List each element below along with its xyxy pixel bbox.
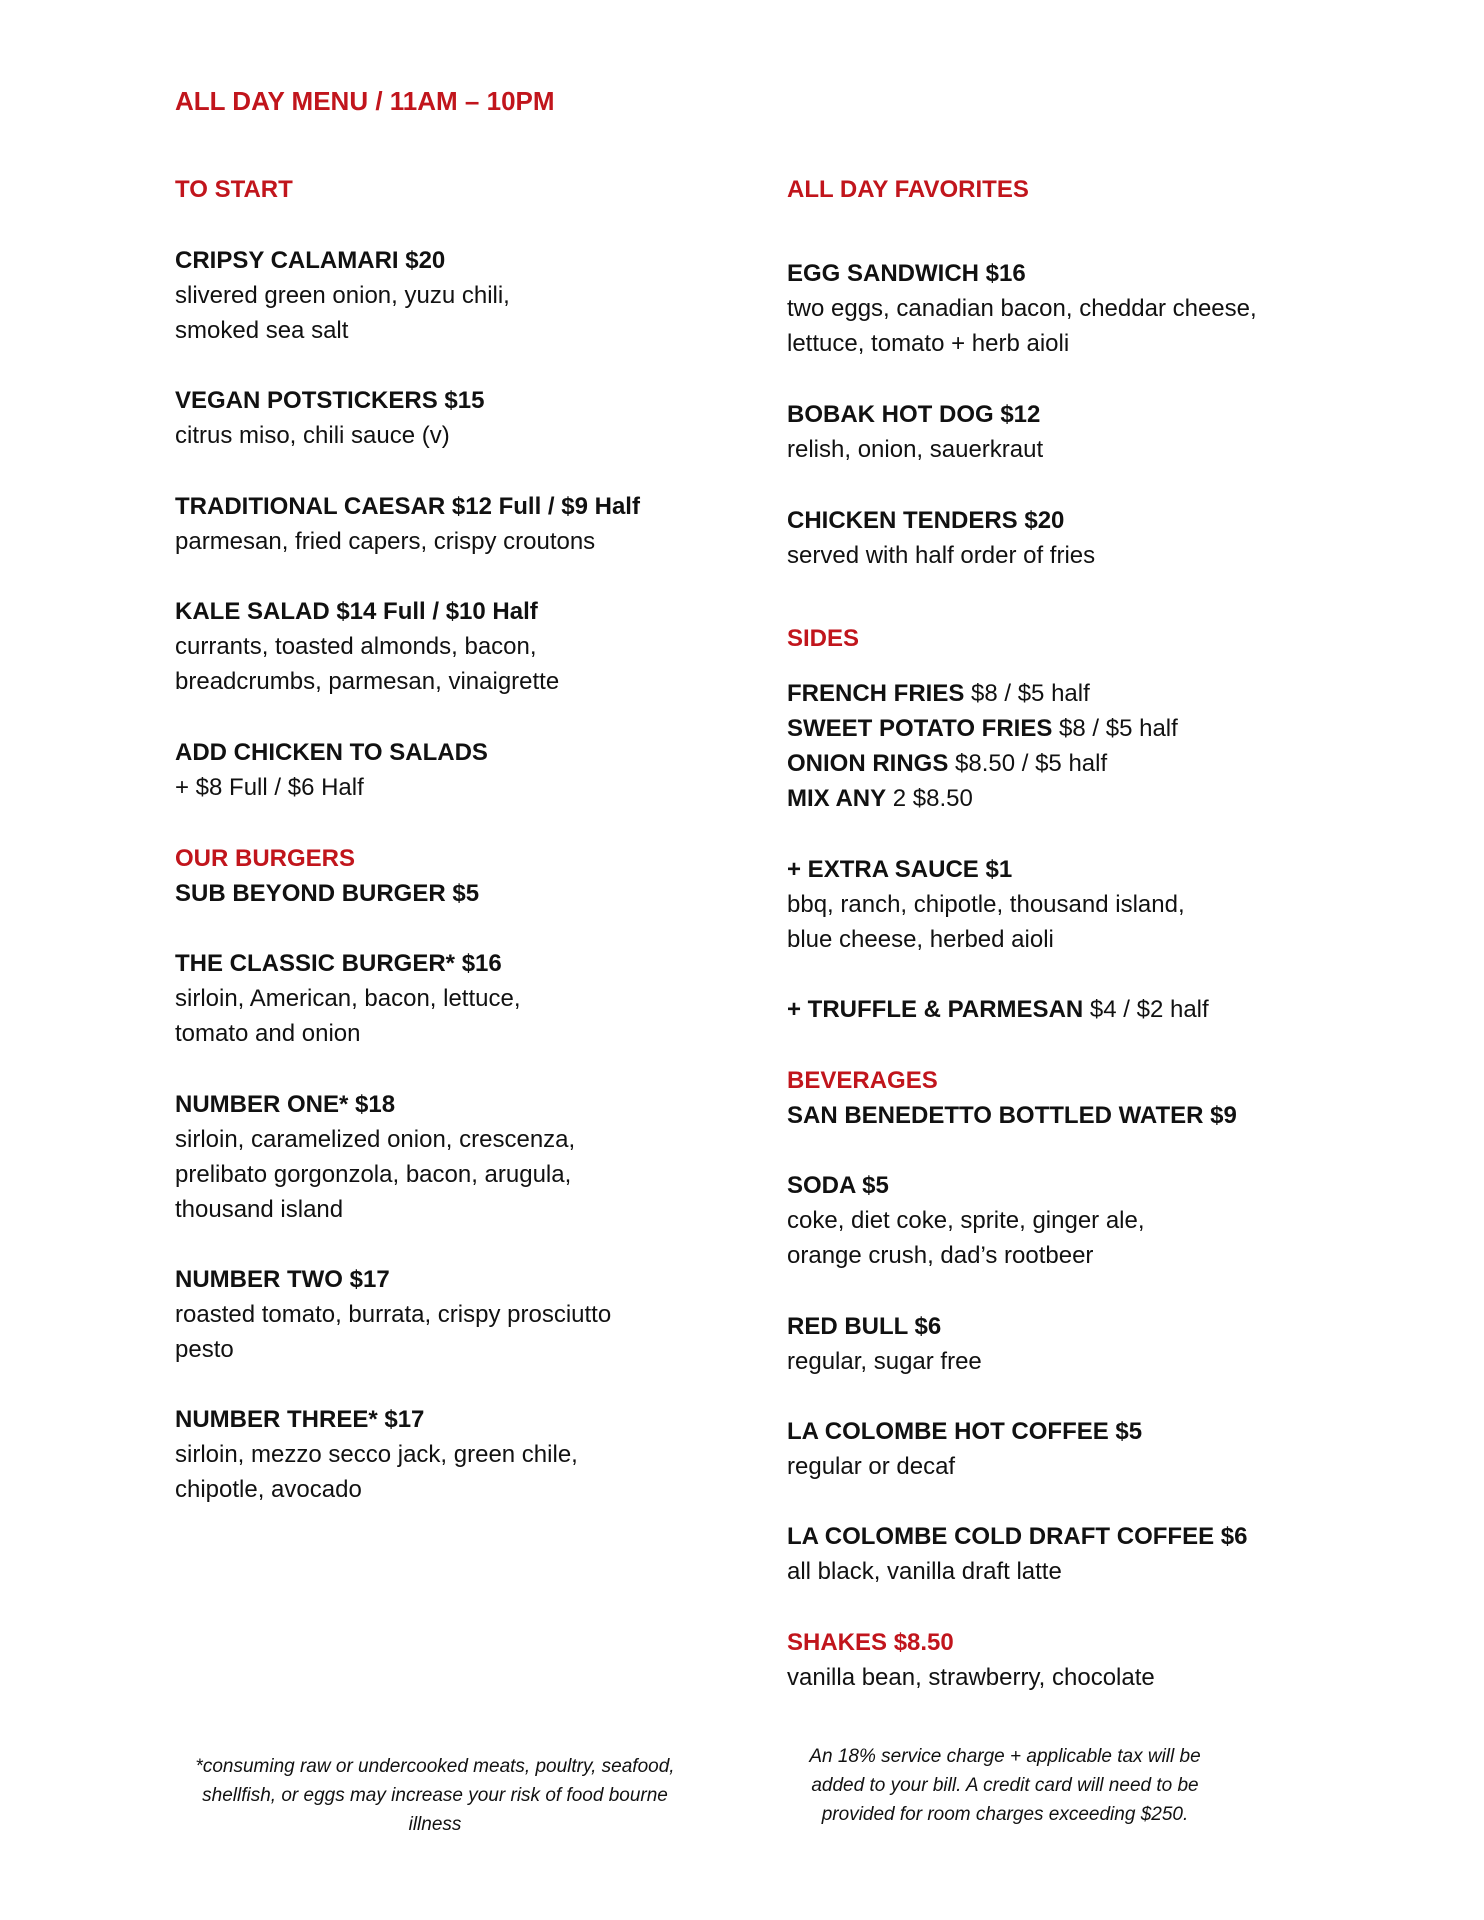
item-desc: sirloin, caramelized onion, crescenza, <box>175 1126 576 1153</box>
footnote-line: illness <box>408 1814 462 1835</box>
side-item-sweet-potato-fries <box>787 711 1178 746</box>
menu-item-number-two <box>175 1262 611 1367</box>
footnote-line: *consuming raw or undercooked meats, poultry, seafood, <box>195 1756 675 1777</box>
item-title: SAN BENEDETTO BOTTLED WATER $9 <box>787 1102 1237 1129</box>
item-desc: breadcrumbs, parmesan, vinaigrette <box>175 668 560 695</box>
menu-item-add-chicken <box>175 735 488 805</box>
menu-item-hot-dog <box>787 397 1043 467</box>
item-title: BOBAK HOT DOG $12 <box>787 401 1041 428</box>
item-title: NUMBER THREE* $17 <box>175 1406 425 1433</box>
item-title: EGG SANDWICH $16 <box>787 260 1026 287</box>
page-title: ALL DAY MENU / 11AM – 10PM <box>175 86 555 116</box>
item-desc: sirloin, American, bacon, lettuce, <box>175 985 521 1012</box>
side-item-truffle <box>787 992 1209 1027</box>
service-charge-note <box>770 1742 1240 1829</box>
side-item-onion-rings <box>787 746 1178 781</box>
menu-item-cold-coffee <box>787 1519 1247 1589</box>
menu-item-egg-sandwich <box>787 256 1257 361</box>
item-title: NUMBER TWO $17 <box>175 1266 390 1293</box>
side-item-mix-any <box>787 781 1178 816</box>
to-start-heading: TO START <box>175 176 293 203</box>
item-desc: citrus miso, chili sauce (v) <box>175 422 450 449</box>
item-title: ADD CHICKEN TO SALADS <box>175 739 488 766</box>
shakes-heading: SHAKES $8.50 <box>787 1629 954 1656</box>
shakes-section <box>787 1625 1155 1695</box>
item-desc: vanilla bean, strawberry, chocolate <box>787 1664 1155 1691</box>
sides-heading: SIDES <box>787 625 860 652</box>
item-desc: relish, onion, sauerkraut <box>787 436 1044 463</box>
side-item-french-fries <box>787 676 1178 711</box>
item-desc: roasted tomato, burrata, crispy prosciutto <box>175 1301 612 1328</box>
item-title: TRADITIONAL CAESAR $12 Full / $9 Half <box>175 493 640 520</box>
item-title: CRIPSY CALAMARI $20 <box>175 247 446 274</box>
menu-item-red-bull <box>787 1309 982 1379</box>
menu-item-calamari <box>175 243 510 348</box>
menu-item-extra-sauce <box>787 852 1185 957</box>
side-price: $8 / $5 half <box>1052 715 1178 742</box>
side-price: $8.50 / $5 half <box>948 750 1108 777</box>
side-name: FRENCH FRIES <box>787 680 965 707</box>
item-desc: thousand island <box>175 1196 344 1223</box>
beverages-section <box>787 1063 1237 1133</box>
footnote-line: provided for room charges exceeding $250. <box>821 1804 1189 1825</box>
item-title: RED BULL $6 <box>787 1313 942 1340</box>
menu-item-soda <box>787 1168 1145 1273</box>
item-desc: lettuce, tomato + herb aioli <box>787 330 1070 357</box>
item-title: SODA $5 <box>787 1172 889 1199</box>
sides-list <box>787 676 1178 816</box>
item-desc: parmesan, fried capers, crispy croutons <box>175 528 596 555</box>
item-desc: bbq, ranch, chipotle, thousand island, <box>787 891 1185 918</box>
menu-item-hot-coffee <box>787 1414 1142 1484</box>
item-title: VEGAN POTSTICKERS $15 <box>175 387 485 414</box>
item-desc: orange crush, dad’s rootbeer <box>787 1242 1094 1269</box>
item-title: SUB BEYOND BURGER $5 <box>175 880 480 907</box>
item-title: LA COLOMBE HOT COFFEE $5 <box>787 1418 1143 1445</box>
item-title: + EXTRA SAUCE $1 <box>787 856 1013 883</box>
item-desc: prelibato gorgonzola, bacon, arugula, <box>175 1161 572 1188</box>
menu-item-number-one <box>175 1087 575 1227</box>
side-name: MIX ANY <box>787 785 887 812</box>
menu-item-kale <box>175 594 559 699</box>
item-desc: blue cheese, herbed aioli <box>787 926 1054 953</box>
item-desc: two eggs, canadian bacon, cheddar cheese, <box>787 295 1257 322</box>
item-desc: served with half order of fries <box>787 542 1096 569</box>
beverages-heading: BEVERAGES <box>787 1067 938 1094</box>
burgers-section <box>175 841 479 911</box>
footnote-line: shellfish, or eggs may increase your risk of food bourne <box>202 1785 668 1806</box>
side-price: $8 / $5 half <box>964 680 1090 707</box>
item-desc: currants, toasted almonds, bacon, <box>175 633 537 660</box>
menu-item-chicken-tenders <box>787 503 1095 573</box>
item-desc: tomato and onion <box>175 1020 361 1047</box>
item-desc: regular, sugar free <box>787 1348 982 1375</box>
item-title: CHICKEN TENDERS $20 <box>787 507 1065 534</box>
item-desc: chipotle, avocado <box>175 1476 362 1503</box>
side-name: ONION RINGS <box>787 750 949 777</box>
side-price: $4 / $2 half <box>1083 996 1209 1023</box>
footnote-line: added to your bill. A credit card will need to be <box>811 1775 1199 1796</box>
item-title: NUMBER ONE* $18 <box>175 1091 396 1118</box>
item-desc: pesto <box>175 1336 234 1363</box>
menu-item-caesar <box>175 489 640 559</box>
item-desc: regular or decaf <box>787 1453 956 1480</box>
item-desc: slivered green onion, yuzu chili, <box>175 282 510 309</box>
item-title: KALE SALAD $14 Full / $10 Half <box>175 598 538 625</box>
menu-item-number-three <box>175 1402 578 1507</box>
side-price: 2 $8.50 <box>886 785 973 812</box>
menu-item-classic-burger <box>175 946 521 1051</box>
item-desc: smoked sea salt <box>175 317 349 344</box>
item-desc: coke, diet coke, sprite, ginger ale, <box>787 1207 1145 1234</box>
side-name: + TRUFFLE & PARMESAN <box>787 996 1084 1023</box>
item-desc: all black, vanilla draft latte <box>787 1558 1062 1585</box>
item-title: LA COLOMBE COLD DRAFT COFFEE $6 <box>787 1523 1248 1550</box>
item-desc: sirloin, mezzo secco jack, green chile, <box>175 1441 578 1468</box>
side-name: SWEET POTATO FRIES <box>787 715 1053 742</box>
item-desc: + $8 Full / $6 Half <box>175 774 364 801</box>
favorites-heading: ALL DAY FAVORITES <box>787 176 1029 203</box>
item-title: THE CLASSIC BURGER* $16 <box>175 950 502 977</box>
burgers-heading: OUR BURGERS <box>175 845 356 872</box>
footnote-line: An 18% service charge + applicable tax will be <box>809 1746 1201 1767</box>
menu-item-potstickers <box>175 383 484 453</box>
raw-food-disclaimer <box>165 1752 705 1839</box>
